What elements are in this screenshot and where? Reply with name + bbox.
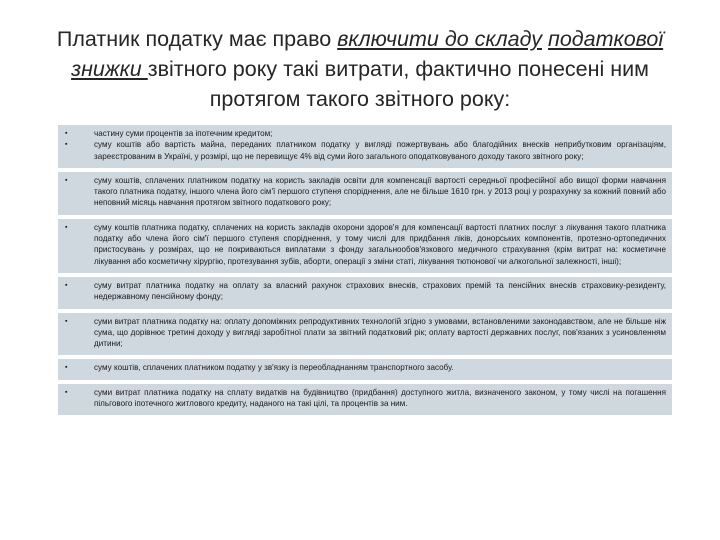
list-item-text: суми витрат платника податку на сплату видатків на будівництво (придбання) доступного житла, визначеного законом, у тому числі на погашення пільгового іпотечного житлового кредиту, наданого на такі цілі, та процентів за ним. (94, 387, 666, 409)
list-item-text: суму витрат платника податку на оплату за власний рахунок страхових внесків, страхових премій та пенсійних внесків страховику-резиденту, недержавному пенсійному фонду; (94, 280, 666, 302)
list-item (58, 362, 666, 373)
table-row (58, 383, 672, 417)
list-item-text: суми витрат платника податку на: оплату допоміжних репродуктивних технологій згідно з умовами, встановленими законодавством, але не більше ніж сума, що дорівнює третині доходу у вигляді заробітної плати за звітний податковий рік; оплату вартості державних послуг, пов'язаних з усиновленням дитини; (94, 316, 666, 349)
table-row (58, 276, 672, 310)
list-item (58, 139, 666, 162)
list-item (58, 387, 666, 410)
expenses-table (58, 124, 672, 418)
list-item-text: суму коштів, сплачених платником податку на користь закладів освіти для компенсації вартості середньої професійної або вищої форми навчання такого платника податку, іншого члена його сім'ї першого ступеня споріднення, але не більше 1610 грн. у 2013 році у розрахунку за кожний повний або неповний місяць навчання протягом звітного податкового року; (94, 175, 666, 208)
bullet-icon: ▪ (65, 223, 68, 231)
list-item-text: частину суми процентів за іпотечним кредитом; (94, 129, 273, 138)
list-item-text: суму коштів платника податку, сплачених на користь закладів охорони здоров'я для компенсації вартості платних послуг з лікування такого платника податку або члена його сім'ї першого ступеня споріднення, у тому числі для придбання ліків, донорських компонентів, протезно-ортопедичних пристосувань у розмірах, що не покриваються виплатами з фонду загальнообов'язкового медичного страхування (крім витрат на: косметичне лікування або косметичну хірургію, протезування зубів, аборти, операції з зміни статі, лікування тютюнової чи алкогольної залежності, інші); (94, 222, 666, 266)
bullet-icon: ▪ (65, 130, 68, 137)
bullet-icon: ▪ (65, 364, 68, 372)
title-emphasis-include: включити до складу (337, 27, 543, 51)
bullet-icon: ▪ (65, 388, 68, 396)
bullet-icon: ▪ (65, 317, 68, 325)
title-text-start: Платник податку має право (56, 27, 338, 51)
bullet-icon: ▪ (65, 141, 68, 149)
list-item (58, 280, 666, 303)
bullet-icon: ▪ (65, 176, 68, 184)
list-item (58, 316, 666, 350)
title-emphasis-tax-deduction: податкової знижки (71, 27, 664, 81)
list-item-text: суму коштів або вартість майна, переданих платником податку у вигляді пожертвувань або благодійних внесків неприбутковим організаціям, зареєстрованим в Україні, у розмірі, що не перевищує 4% від суми його загального оподатковуваного доходу такого звітного року; (94, 140, 666, 161)
table-row (58, 124, 672, 169)
table-row (58, 218, 672, 274)
list-item-text: суму коштів, сплачених платником податку у зв'язку із переобладнанням транспортного засобу. (94, 363, 454, 373)
title-text-end: звітного року такі витрати, фактично понесені ним протягом такого звітного року: (147, 57, 649, 111)
list-item (58, 128, 666, 139)
table-row (58, 312, 672, 357)
list-item (58, 222, 666, 267)
bullet-icon: ▪ (65, 281, 68, 289)
table-row (58, 358, 672, 380)
list-item (58, 175, 666, 209)
page-title (30, 24, 690, 114)
table-row (58, 171, 672, 216)
